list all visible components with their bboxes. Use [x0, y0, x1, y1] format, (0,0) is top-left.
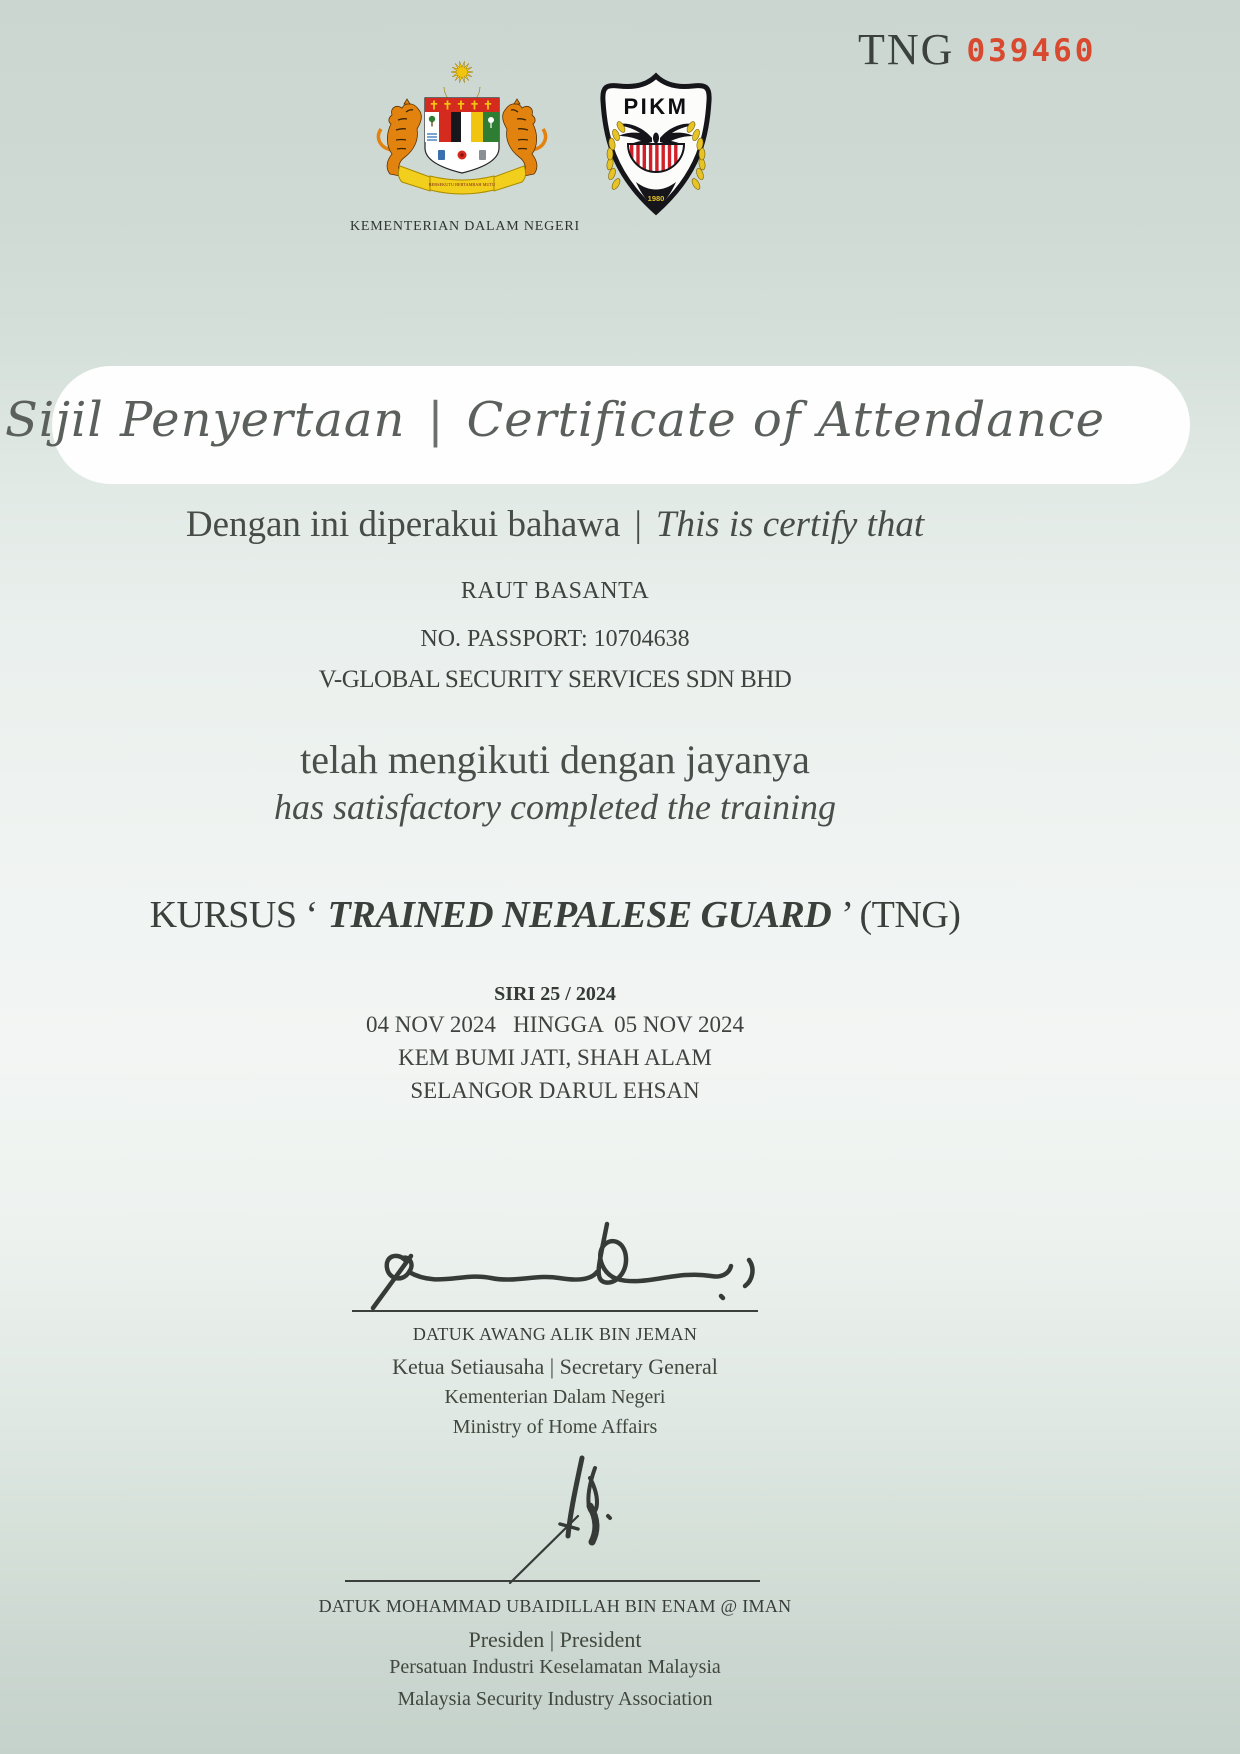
signatory-1-role-separator: |	[549, 1354, 555, 1379]
serial-prefix: TNG	[858, 25, 955, 74]
dates-line: 04 NOV 2024 HINGGA 05 NOV 2024	[365, 1012, 745, 1037]
signatory-1-role-english: Secretary General	[559, 1354, 718, 1379]
title-english: Certificate of Attendance	[466, 392, 1106, 448]
course-name: TRAINED NEPALESE GUARD	[327, 894, 832, 936]
certify-separator: |	[634, 504, 642, 545]
passport-number: NO. PASSPORT: 10704638	[420, 626, 690, 652]
signatory-2-role-separator: |	[549, 1627, 555, 1652]
title-separator: |	[427, 392, 445, 448]
coat-motto-text: BERSEKUTU BERTAMBAH MUTU	[428, 182, 496, 187]
signatory-1-org-malay: Kementerian Dalam Negeri	[444, 1386, 666, 1408]
venue-line: KEM BUMI JATI, SHAH ALAM	[398, 1045, 712, 1070]
signature-2-scrawl-icon	[498, 1452, 668, 1592]
ministry-label: KEMENTERIAN DALAM NEGERI	[350, 219, 580, 234]
certify-line	[0, 503, 1110, 546]
pikm-year-text: 1980	[647, 194, 665, 203]
signatory-2-role	[0, 1627, 1110, 1653]
signature-1-line	[352, 1310, 758, 1312]
serial-number	[858, 24, 1096, 75]
signatory-1-org-english: Ministry of Home Affairs	[452, 1416, 658, 1438]
signatory-1-name: DATUK AWANG ALIK BIN JEMAN	[412, 1324, 698, 1344]
recipient-name: RAUT BASANTA	[460, 578, 650, 604]
signatory-1-role	[0, 1354, 1110, 1380]
certificate-title	[0, 392, 1110, 448]
signatory-2-role-malay: Presiden	[468, 1627, 545, 1652]
signature-1-scrawl-icon	[345, 1168, 775, 1318]
completion-english: has satisfactory completed the training	[274, 787, 836, 827]
series-label: SIRI 25 / 2024	[494, 983, 616, 1005]
tiger-left-icon	[378, 99, 421, 176]
course-prefix: KURSUS ‘	[149, 894, 318, 936]
course-suffix: ’ (TNG)	[841, 894, 961, 936]
signatory-2-org-malay: Persatuan Industri Keselamatan Malaysia	[389, 1656, 721, 1678]
pikm-badge-icon	[592, 72, 720, 217]
certify-english: This is certify that	[655, 504, 925, 545]
signatory-2-name: DATUK MOHAMMAD UBAIDILLAH BIN ENAM @ IMAN	[318, 1596, 792, 1616]
malaysia-coat-of-arms-icon	[362, 58, 562, 214]
signatory-1-role-malay: Ketua Setiausaha	[392, 1354, 545, 1379]
signature-2-line	[345, 1580, 760, 1582]
certify-malay: Dengan ini diperakui bahawa	[185, 504, 621, 545]
shield-icon	[425, 98, 499, 173]
tiger-right-icon	[503, 99, 546, 176]
company-name: V-GLOBAL SECURITY SERVICES SDN BHD	[318, 666, 792, 693]
completion-malay: telah mengikuti dengan jayanya	[300, 737, 810, 782]
signatory-2-org-english: Malaysia Security Industry Association	[397, 1688, 713, 1710]
course-title	[0, 893, 1110, 937]
state-line: SELANGOR DARUL EHSAN	[410, 1078, 700, 1103]
pikm-label-text: PIKM	[623, 94, 689, 119]
signatory-2-role-english: President	[559, 1627, 642, 1652]
serial-digits: 039460	[966, 33, 1097, 69]
title-malay: Sijil Penyertaan	[4, 392, 406, 448]
